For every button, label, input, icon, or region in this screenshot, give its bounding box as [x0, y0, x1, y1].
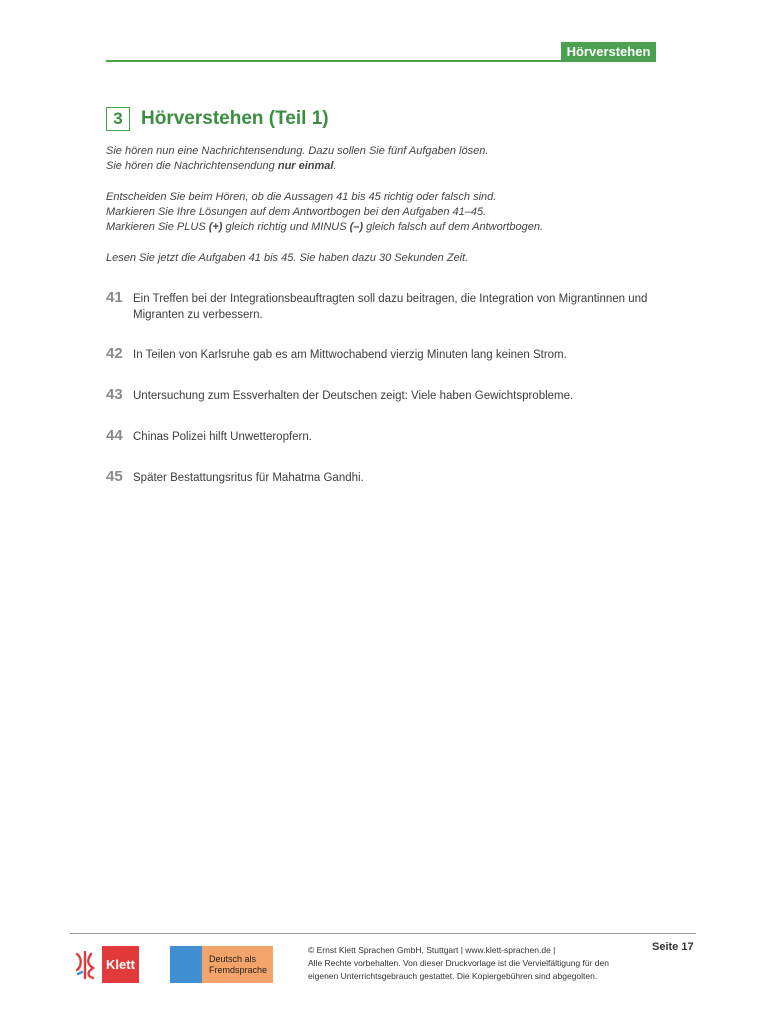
task-number: 44 — [106, 427, 123, 444]
instruction-line: Markieren Sie Ihre Lösungen auf dem Antwortbogen bei den Aufgaben 41–45. — [106, 206, 487, 218]
page-number: Seite 17 — [652, 941, 694, 953]
footer-rule — [70, 933, 696, 934]
task-text: Untersuchung zum Essverhalten der Deutschen zeigt: Viele haben Gewichtsprobleme. — [133, 390, 574, 402]
task-number: 43 — [106, 386, 123, 403]
task-text: Später Bestattungsritus für Mahatma Gandhi. — [133, 472, 364, 484]
daf-logo-label — [202, 946, 273, 983]
klett-logo — [71, 946, 139, 983]
instructions-block-2 — [106, 190, 666, 235]
daf-logo-blue-block — [170, 946, 202, 983]
daf-logo-line-2: Fremdsprache — [209, 965, 268, 975]
klett-logo-word: Klett — [102, 946, 139, 983]
daf-logo — [170, 946, 273, 983]
task-text: Chinas Polizei hilft Unwetteropfern. — [133, 431, 312, 443]
instruction-line: Entscheiden Sie beim Hören, ob die Aussagen 41 bis 45 richtig oder falsch sind. — [106, 191, 497, 203]
task-number: 45 — [106, 468, 123, 485]
task-item-42 — [106, 346, 666, 363]
instruction-line: Sie hören nun eine Nachrichtensendung. Dazu sollen Sie fünf Aufgaben lösen. — [106, 145, 489, 157]
copyright-line: eigenen Unterrichtsgebrauch gestattet. Die Kopiergebühren sind abgegolten. — [308, 971, 598, 981]
task-number: 42 — [106, 345, 123, 362]
task-item-44 — [106, 428, 666, 445]
copyright-line: © Ernst Klett Sprachen GmbH, Stuttgart | www.klett-sprachen.de | — [308, 945, 556, 955]
instructions-block-1 — [106, 144, 666, 174]
minus-symbol: (–) — [349, 221, 364, 233]
section-heading: Hörverstehen (Teil 1) — [141, 108, 329, 129]
copyright-notice — [308, 944, 628, 983]
task-number: 41 — [106, 289, 123, 306]
copyright-line: Alle Rechte vorbehalten. Von dieser Druckvorlage ist die Vervielfältigung für den — [308, 958, 609, 968]
task-item-43 — [106, 387, 666, 404]
instruction-line: Sie hören die Nachrichtensendung nur einmal. — [106, 160, 337, 172]
task-item-41 — [106, 290, 666, 323]
header-section-tab: Hörverstehen — [561, 42, 656, 62]
task-item-45 — [106, 469, 666, 486]
emphasis-text: nur einmal — [277, 160, 334, 172]
section-number-box: 3 — [106, 107, 130, 131]
instruction-line: Markieren Sie PLUS (+) gleich richtig und MINUS (–) gleich falsch auf dem Antwortbogen. — [106, 221, 544, 233]
daf-logo-line-1: Deutsch als — [209, 954, 257, 964]
section-title — [106, 107, 329, 131]
klett-logo-icon — [71, 946, 102, 983]
task-text: Ein Treffen bei der Integrationsbeauftragten soll dazu beitragen, die Integration von Migrantinnen und Migranten zu verbessern. — [133, 293, 648, 321]
instruction-line: Lesen Sie jetzt die Aufgaben 41 bis 45. Sie haben dazu 30 Sekunden Zeit. — [106, 252, 469, 264]
instructions-block-3 — [106, 251, 666, 266]
plus-symbol: (+) — [208, 221, 223, 233]
task-text: In Teilen von Karlsruhe gab es am Mittwochabend vierzig Minuten lang keinen Strom. — [133, 349, 567, 361]
